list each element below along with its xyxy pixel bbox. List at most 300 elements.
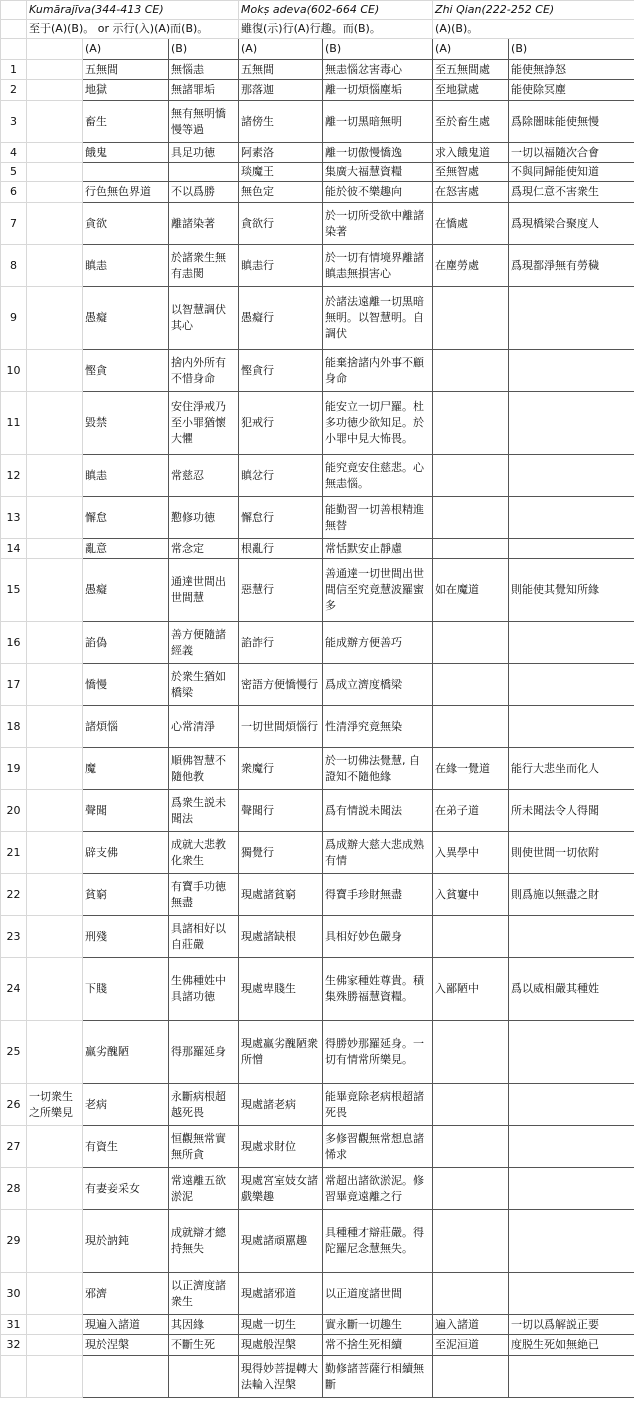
cell-moksadeva-a: 貪欲行 xyxy=(239,203,323,245)
cell-zhiqian-a: 入貧窶中 xyxy=(433,874,509,916)
row-number: 13 xyxy=(1,497,27,539)
table-row xyxy=(1,559,634,622)
row-number: 19 xyxy=(1,748,27,790)
cell-kumarajiva-b: 無諸罪垢 xyxy=(169,80,239,101)
cell-kumarajiva-b: 生佛種姓中具諸功徳 xyxy=(169,958,239,1021)
cell-zhiqian-a: 至地獄處 xyxy=(433,80,509,101)
cell-zhiqian-b xyxy=(509,1126,634,1168)
cell-zhiqian-b xyxy=(509,1021,634,1084)
cell-kumarajiva-b: 安住淨戒乃至小罪猶懷大懼 xyxy=(169,392,239,455)
cell-zhiqian-b xyxy=(509,1273,634,1315)
cell-moksadeva-a: 慳貪行 xyxy=(239,350,323,392)
cell-kumarajiva-a xyxy=(83,163,169,182)
row-note xyxy=(27,1315,83,1335)
table-row xyxy=(1,182,634,203)
cell-kumarajiva-b: 順佛智慧不隨他教 xyxy=(169,748,239,790)
cell-zhiqian-a xyxy=(433,622,509,664)
row-number: 24 xyxy=(1,958,27,1021)
pattern-zhiqian: (A)(B)。 xyxy=(433,20,634,39)
cell-zhiqian-a xyxy=(433,1273,509,1315)
table-row xyxy=(1,664,634,706)
cell-zhiqian-b xyxy=(509,622,634,664)
cell-zhiqian-a: 至於畜生處 xyxy=(433,101,509,143)
cell-moksadeva-b: 於一切有情境界離諸瞋恚無損害心 xyxy=(323,245,433,287)
row-note xyxy=(27,790,83,832)
cell-moksadeva-b: 於諸法遠離一切黒暗無明。以智慧明。自調伏 xyxy=(323,287,433,350)
table-row xyxy=(1,455,634,497)
cell-kumarajiva-b: 善方便隨諸經義 xyxy=(169,622,239,664)
cell-zhiqian-a xyxy=(433,392,509,455)
cell-moksadeva-a: 現處諸老病 xyxy=(239,1084,323,1126)
cell-moksadeva-a: 琰魔王 xyxy=(239,163,323,182)
cell-moksadeva-b: 善通達一切世間出世間信至究竟慧波羅蜜多 xyxy=(323,559,433,622)
cell-moksadeva-a: 現處諸邪道 xyxy=(239,1273,323,1315)
cell-moksadeva-a: 密語方便憍慢行 xyxy=(239,664,323,706)
cell-kumarajiva-a: 瞋恚 xyxy=(83,455,169,497)
cell-moksadeva-b: 能於彼不樂趣向 xyxy=(323,182,433,203)
table-row xyxy=(1,392,634,455)
cell-moksadeva-a: 愚癡行 xyxy=(239,287,323,350)
pattern-moksadeva: 雖復(示)行(A)行趣。而(B)。 xyxy=(239,20,433,39)
row-note xyxy=(27,60,83,80)
row-note xyxy=(27,350,83,392)
cell-zhiqian-a: 在怒害處 xyxy=(433,182,509,203)
cell-zhiqian-a xyxy=(433,497,509,539)
cell-zhiqian-b xyxy=(509,706,634,748)
cell-kumarajiva-b: 具諸相好以自莊嚴 xyxy=(169,916,239,958)
row-note xyxy=(27,287,83,350)
cell-zhiqian-a xyxy=(433,706,509,748)
cell-kumarajiva-b: 於衆生猶如橋梁 xyxy=(169,664,239,706)
table-row xyxy=(1,706,634,748)
cell-kumarajiva-a: 諸煩惱 xyxy=(83,706,169,748)
cell-moksadeva-b: 能究竟安住慈悲。心無恚惱。 xyxy=(323,455,433,497)
cell-moksadeva-b: 離一切煩惱塵垢 xyxy=(323,80,433,101)
row-note xyxy=(27,203,83,245)
cell-moksadeva-a: 諸傍生 xyxy=(239,101,323,143)
cell-zhiqian-b: 則能使其覺知所緣 xyxy=(509,559,634,622)
table-row xyxy=(1,1168,634,1210)
cell-zhiqian-b: 能使無諍怒 xyxy=(509,60,634,80)
cell-moksadeva-a: 阿素洛 xyxy=(239,143,323,163)
row-number: 8 xyxy=(1,245,27,287)
cell-kumarajiva-a: 邪濟 xyxy=(83,1273,169,1315)
row-number: 2 xyxy=(1,80,27,101)
cell-moksadeva-b: 無恚惱忿害毒心 xyxy=(323,60,433,80)
cell-kumarajiva-a: 現於訥鈍 xyxy=(83,1210,169,1273)
cell-kumarajiva-a: 行色無色界道 xyxy=(83,182,169,203)
table-row xyxy=(1,1315,634,1335)
row-note xyxy=(27,916,83,958)
cell-kumarajiva-b: 具足功徳 xyxy=(169,143,239,163)
cell-zhiqian-b: 爲現仁意不害衆生 xyxy=(509,182,634,203)
table-row xyxy=(1,1210,634,1273)
cell-moksadeva-b: 於一切佛法覺慧, 自證知不隨他緣 xyxy=(323,748,433,790)
cell-moksadeva-a: 現處諸頑嚚趣 xyxy=(239,1210,323,1273)
cell-kumarajiva-b: 心常清淨 xyxy=(169,706,239,748)
row-note xyxy=(27,559,83,622)
cell-moksadeva-a: 那落迦 xyxy=(239,80,323,101)
table-row xyxy=(1,832,634,874)
cell-zhiqian-a xyxy=(433,664,509,706)
row-number: 27 xyxy=(1,1126,27,1168)
table-row xyxy=(1,1273,634,1315)
cell-zhiqian-a xyxy=(433,350,509,392)
row-number: 16 xyxy=(1,622,27,664)
cell-zhiqian-a: 求入餓鬼道 xyxy=(433,143,509,163)
cell-zhiqian-b xyxy=(509,350,634,392)
table-row xyxy=(1,1126,634,1168)
cell-moksadeva-a: 犯戒行 xyxy=(239,392,323,455)
cell-kumarajiva-a: 刑殘 xyxy=(83,916,169,958)
row-number: 31 xyxy=(1,1315,27,1335)
cell-moksadeva-a: 無色定 xyxy=(239,182,323,203)
cell-moksadeva-b: 常不捨生死相續 xyxy=(323,1335,433,1356)
row-number: 4 xyxy=(1,143,27,163)
row-note xyxy=(27,622,83,664)
row-note xyxy=(27,392,83,455)
cell-zhiqian-b: 能行大悲坐而化人 xyxy=(509,748,634,790)
cell-moksadeva-b: 離一切傲慢憍逸 xyxy=(323,143,433,163)
cell-kumarajiva-b: 無有無明憍慢等過 xyxy=(169,101,239,143)
pattern-kumarajiva: 至于(A)(B)。 or 示行(入)(A)而(B)。 xyxy=(27,20,239,39)
cell-zhiqian-b: 爲以威相嚴其種姓 xyxy=(509,958,634,1021)
row-note xyxy=(27,664,83,706)
table-row xyxy=(1,622,634,664)
cell-zhiqian-b xyxy=(509,455,634,497)
cell-zhiqian-b xyxy=(509,664,634,706)
cell-moksadeva-a: 五無間 xyxy=(239,60,323,80)
cell-kumarajiva-b xyxy=(169,1356,239,1398)
cell-moksadeva-a: 現處般涅槃 xyxy=(239,1335,323,1356)
cell-moksadeva-a: 獨覺行 xyxy=(239,832,323,874)
row-number: 5 xyxy=(1,163,27,182)
cell-moksadeva-b: 能勤習一切善根精進無替 xyxy=(323,497,433,539)
cell-moksadeva-b: 能棄捨諸内外事不顧身命 xyxy=(323,350,433,392)
cell-kumarajiva-b: 成就辯才總持無失 xyxy=(169,1210,239,1273)
row-note xyxy=(27,832,83,874)
table-row xyxy=(1,790,634,832)
cell-kumarajiva-b: 無惱恚 xyxy=(169,60,239,80)
row-note xyxy=(27,1210,83,1273)
cell-kumarajiva-a: 憍慢 xyxy=(83,664,169,706)
cell-zhiqian-b xyxy=(509,1210,634,1273)
row-number: 28 xyxy=(1,1168,27,1210)
col-head-z-b: (B) xyxy=(509,39,634,60)
row-note: 一切衆生之所樂見 xyxy=(27,1084,83,1126)
row-number: 14 xyxy=(1,539,27,559)
cell-moksadeva-b: 能畢竟除老病根超諸死畏 xyxy=(323,1084,433,1126)
cell-kumarajiva-a xyxy=(83,1356,169,1398)
row-number: 6 xyxy=(1,182,27,203)
cell-zhiqian-b xyxy=(509,916,634,958)
row-note xyxy=(27,80,83,101)
cell-zhiqian-a: 在塵勞處 xyxy=(433,245,509,287)
row-note xyxy=(27,143,83,163)
cell-kumarajiva-a: 老病 xyxy=(83,1084,169,1126)
cell-zhiqian-a xyxy=(433,1356,509,1398)
table-row xyxy=(1,539,634,559)
row-note xyxy=(27,1273,83,1315)
cell-zhiqian-a xyxy=(433,1021,509,1084)
row-note xyxy=(27,101,83,143)
row-number: 15 xyxy=(1,559,27,622)
row-number: 10 xyxy=(1,350,27,392)
table-row xyxy=(1,1335,634,1356)
cell-moksadeva-a: 現處求財位 xyxy=(239,1126,323,1168)
cell-kumarajiva-b: 不斷生死 xyxy=(169,1335,239,1356)
cell-kumarajiva-b: 常遠離五欲淤泥 xyxy=(169,1168,239,1210)
cell-zhiqian-b: 不與同歸能使知道 xyxy=(509,163,634,182)
table-body xyxy=(1,1,634,1398)
col-head-k-b: (B) xyxy=(169,39,239,60)
cell-kumarajiva-a: 餓鬼 xyxy=(83,143,169,163)
cell-zhiqian-b: 爲除闇昧能使無慢 xyxy=(509,101,634,143)
cell-kumarajiva-a: 羸劣醜陋 xyxy=(83,1021,169,1084)
cell-kumarajiva-b: 離諸染著 xyxy=(169,203,239,245)
table-row xyxy=(1,245,634,287)
table-row xyxy=(1,60,634,80)
cell-kumarajiva-a: 懈怠 xyxy=(83,497,169,539)
cell-zhiqian-a: 至五無間處 xyxy=(433,60,509,80)
cell-moksadeva-a: 現處卑賤生 xyxy=(239,958,323,1021)
cell-kumarajiva-b: 懃修功徳 xyxy=(169,497,239,539)
row-note xyxy=(27,748,83,790)
cell-kumarajiva-a: 亂意 xyxy=(83,539,169,559)
cell-moksadeva-b: 離一切黑暗無明 xyxy=(323,101,433,143)
cell-kumarajiva-b: 於諸衆生無有恚閡 xyxy=(169,245,239,287)
cell-zhiqian-b: 一切以福隨次合會 xyxy=(509,143,634,163)
cell-moksadeva-a: 現處羸劣醜陋衆所憎 xyxy=(239,1021,323,1084)
header-moksadeva: Mokṣ adeva(602-664 CE) xyxy=(239,1,433,20)
cell-zhiqian-a: 至無智處 xyxy=(433,163,509,182)
cell-zhiqian-b xyxy=(509,539,634,559)
table-row xyxy=(1,350,634,392)
row-number: 32 xyxy=(1,1335,27,1356)
cell-kumarajiva-a: 五無間 xyxy=(83,60,169,80)
cell-zhiqian-b: 爲現都淨無有勞穢 xyxy=(509,245,634,287)
row-number: 18 xyxy=(1,706,27,748)
row-number: 29 xyxy=(1,1210,27,1273)
cell-moksadeva-b: 性清淨究竟無染 xyxy=(323,706,433,748)
cell-moksadeva-b: 爲有情説未聞法 xyxy=(323,790,433,832)
row-note xyxy=(27,539,83,559)
cell-zhiqian-b xyxy=(509,287,634,350)
row-number: 11 xyxy=(1,392,27,455)
cell-kumarajiva-a: 現於涅槃 xyxy=(83,1335,169,1356)
row-number: 9 xyxy=(1,287,27,350)
cell-kumarajiva-a: 下賤 xyxy=(83,958,169,1021)
cell-zhiqian-b: 則使世間一切依附 xyxy=(509,832,634,874)
row-note xyxy=(27,706,83,748)
cell-zhiqian-a xyxy=(433,455,509,497)
cell-moksadeva-b: 爲成辦大慈大悲成熟有情 xyxy=(323,832,433,874)
cell-kumarajiva-a: 愚癡 xyxy=(83,559,169,622)
cell-zhiqian-a: 在弟子道 xyxy=(433,790,509,832)
cell-kumarajiva-b xyxy=(169,163,239,182)
cell-zhiqian-b: 度脱生死如無絶已 xyxy=(509,1335,634,1356)
row-number xyxy=(1,1356,27,1398)
row-number: 21 xyxy=(1,832,27,874)
cell-moksadeva-b: 多修習觀無常想息諸悕求 xyxy=(323,1126,433,1168)
cell-moksadeva-b: 能安立一切尸羅。杜多功徳少欲知足。於小罪中見大怖畏。 xyxy=(323,392,433,455)
row-number: 17 xyxy=(1,664,27,706)
cell-moksadeva-b: 於一切所受欲中離諸染著 xyxy=(323,203,433,245)
row-note xyxy=(27,1021,83,1084)
cell-zhiqian-a: 在緣一覺道 xyxy=(433,748,509,790)
cell-moksadeva-a: 諂詐行 xyxy=(239,622,323,664)
cell-moksadeva-b: 得勝妙那羅延身。一切有情常所樂見。 xyxy=(323,1021,433,1084)
cell-zhiqian-a xyxy=(433,1210,509,1273)
cell-zhiqian-b: 則爲施以無盡之財 xyxy=(509,874,634,916)
cell-moksadeva-a: 懈怠行 xyxy=(239,497,323,539)
cell-kumarajiva-b: 永斷病根超越死畏 xyxy=(169,1084,239,1126)
table-row xyxy=(1,203,634,245)
row-note xyxy=(27,455,83,497)
cell-kumarajiva-b: 常慈忍 xyxy=(169,455,239,497)
cell-zhiqian-b xyxy=(509,392,634,455)
cell-zhiqian-a xyxy=(433,1168,509,1210)
cell-moksadeva-a: 現處諸缺根 xyxy=(239,916,323,958)
cell-kumarajiva-b: 恒觀無常實無所貪 xyxy=(169,1126,239,1168)
col-head-m-b: (B) xyxy=(323,39,433,60)
table-row xyxy=(1,163,634,182)
row-number: 3 xyxy=(1,101,27,143)
cell-kumarajiva-b: 通達世間出世間慧 xyxy=(169,559,239,622)
row-number: 26 xyxy=(1,1084,27,1126)
row-number: 23 xyxy=(1,916,27,958)
table-row xyxy=(1,1084,634,1126)
cell-moksadeva-b: 勤修諸菩薩行相續無斷 xyxy=(323,1356,433,1398)
row-number: 30 xyxy=(1,1273,27,1315)
cell-kumarajiva-a: 聲聞 xyxy=(83,790,169,832)
cell-kumarajiva-b: 常念定 xyxy=(169,539,239,559)
cell-moksadeva-a: 瞋恚行 xyxy=(239,245,323,287)
cell-moksadeva-b: 集廣大福慧資糧 xyxy=(323,163,433,182)
table-row xyxy=(1,497,634,539)
cell-moksadeva-a: 瞋忿行 xyxy=(239,455,323,497)
cell-moksadeva-b: 實永斷一切趣生 xyxy=(323,1315,433,1335)
cell-kumarajiva-b: 其因緣 xyxy=(169,1315,239,1335)
cell-moksadeva-a: 現處諸貧窮 xyxy=(239,874,323,916)
cell-moksadeva-b: 得寶手珍財無盡 xyxy=(323,874,433,916)
pattern-row xyxy=(1,20,634,39)
cell-moksadeva-b: 具種種才辯莊嚴。得陀羅尼念慧無失。 xyxy=(323,1210,433,1273)
row-note xyxy=(27,958,83,1021)
table-row xyxy=(1,80,634,101)
row-note xyxy=(27,1126,83,1168)
cell-zhiqian-b: 能使除冥塵 xyxy=(509,80,634,101)
cell-zhiqian-b: 所未聞法令人得聞 xyxy=(509,790,634,832)
cell-moksadeva-b: 常恬默安止靜慮 xyxy=(323,539,433,559)
cell-moksadeva-b: 生佛家種姓尊貴。積集殊勝福慧資糧。 xyxy=(323,958,433,1021)
cell-zhiqian-b xyxy=(509,1356,634,1398)
row-number: 1 xyxy=(1,60,27,80)
cell-kumarajiva-a: 辟支佛 xyxy=(83,832,169,874)
cell-moksadeva-a: 現處一切生 xyxy=(239,1315,323,1335)
cell-kumarajiva-a: 慳貪 xyxy=(83,350,169,392)
cell-zhiqian-a: 遍入諸道 xyxy=(433,1315,509,1335)
cell-moksadeva-a: 衆魔行 xyxy=(239,748,323,790)
cell-moksadeva-a: 現得妙菩提轉大法輪入涅槃 xyxy=(239,1356,323,1398)
cell-zhiqian-b: 爲現橋梁合聚度人 xyxy=(509,203,634,245)
cell-zhiqian-b xyxy=(509,1168,634,1210)
row-number: 20 xyxy=(1,790,27,832)
cell-kumarajiva-b: 以正濟度諸衆生 xyxy=(169,1273,239,1315)
cell-moksadeva-a: 一切世間煩惱行 xyxy=(239,706,323,748)
cell-zhiqian-b xyxy=(509,497,634,539)
row-note xyxy=(27,1335,83,1356)
cell-kumarajiva-a: 畜生 xyxy=(83,101,169,143)
cell-kumarajiva-b: 得那羅延身 xyxy=(169,1021,239,1084)
table-row xyxy=(1,1356,634,1398)
table-row xyxy=(1,874,634,916)
cell-kumarajiva-a: 魔 xyxy=(83,748,169,790)
col-head-z-a: (A) xyxy=(433,39,509,60)
cell-zhiqian-a: 入鄙陋中 xyxy=(433,958,509,1021)
col-head-k-a: (A) xyxy=(83,39,169,60)
column-head-row xyxy=(1,39,634,60)
table-row xyxy=(1,143,634,163)
cell-kumarajiva-a: 愚癡 xyxy=(83,287,169,350)
row-note xyxy=(27,874,83,916)
row-note xyxy=(27,163,83,182)
cell-kumarajiva-a: 有妻妾采女 xyxy=(83,1168,169,1210)
cell-moksadeva-a: 惡慧行 xyxy=(239,559,323,622)
cell-zhiqian-b: 一切以爲解説正要 xyxy=(509,1315,634,1335)
row-note xyxy=(27,182,83,203)
cell-kumarajiva-a: 毀禁 xyxy=(83,392,169,455)
row-number: 25 xyxy=(1,1021,27,1084)
cell-kumarajiva-a: 地獄 xyxy=(83,80,169,101)
cell-kumarajiva-a: 現遍入諸道 xyxy=(83,1315,169,1335)
cell-moksadeva-b: 常超出諸欲淤泥。修習畢竟遠離之行 xyxy=(323,1168,433,1210)
cell-kumarajiva-a: 貧窮 xyxy=(83,874,169,916)
cell-kumarajiva-b: 捨内外所有不惜身命 xyxy=(169,350,239,392)
cell-kumarajiva-b: 不以爲勝 xyxy=(169,182,239,203)
cell-kumarajiva-a: 瞋恚 xyxy=(83,245,169,287)
cell-zhiqian-a xyxy=(433,539,509,559)
cell-kumarajiva-a: 貪欲 xyxy=(83,203,169,245)
table-row xyxy=(1,958,634,1021)
row-note xyxy=(27,497,83,539)
cell-moksadeva-a: 現處宮室妓女諸戲樂趣 xyxy=(239,1168,323,1210)
cell-kumarajiva-b: 有寶手功徳無盡 xyxy=(169,874,239,916)
cell-zhiqian-a: 如在魔道 xyxy=(433,559,509,622)
cell-moksadeva-a: 根亂行 xyxy=(239,539,323,559)
row-number: 7 xyxy=(1,203,27,245)
cell-kumarajiva-a: 有資生 xyxy=(83,1126,169,1168)
row-note xyxy=(27,1168,83,1210)
header-kumarajiva: Kumārajīva(344-413 CE) xyxy=(27,1,239,20)
cell-moksadeva-b: 具相好妙色嚴身 xyxy=(323,916,433,958)
header-row xyxy=(1,1,634,20)
col-head-m-a: (A) xyxy=(239,39,323,60)
cell-kumarajiva-b: 爲衆生説未聞法 xyxy=(169,790,239,832)
cell-zhiqian-a xyxy=(433,1084,509,1126)
cell-zhiqian-a xyxy=(433,1126,509,1168)
cell-moksadeva-b: 爲成立濟度橋梁 xyxy=(323,664,433,706)
table-row xyxy=(1,1021,634,1084)
table-row xyxy=(1,748,634,790)
cell-zhiqian-a: 在憍處 xyxy=(433,203,509,245)
table-row xyxy=(1,101,634,143)
cell-zhiqian-a xyxy=(433,287,509,350)
cell-zhiqian-a xyxy=(433,916,509,958)
cell-zhiqian-a: 至泥洹道 xyxy=(433,1335,509,1356)
cell-moksadeva-a: 聲聞行 xyxy=(239,790,323,832)
table-row xyxy=(1,287,634,350)
